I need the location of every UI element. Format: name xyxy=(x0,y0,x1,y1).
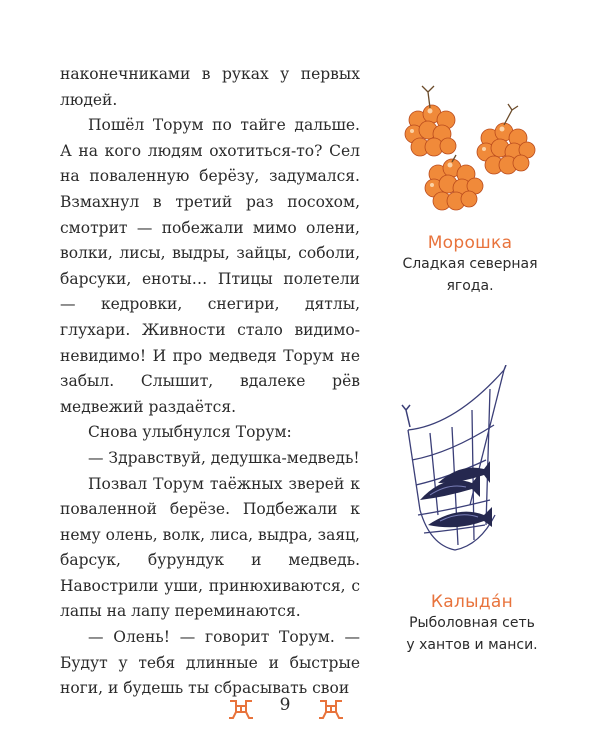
story-paragraph: — Олень! — говорит Торум. — Будут у тебя длинные и быстрые ноги, и будешь ты сбрасывать свои xyxy=(60,628,360,698)
ornament-icon xyxy=(228,697,254,721)
glossary-definition-line: Рыболовная сеть xyxy=(409,615,535,631)
glossary-term: Калыда́н xyxy=(430,592,514,612)
story-paragraph: Пошёл Торум по тайге дальше. А на кого людям охотиться-то? Сел на поваленную берёзу, задумался. Взмахнул в третий раз посохом, смотрит — побежали мимо олени, волки, лисы, выдры, зайцы, соболи, барсуки, еноты… Птицы полетели — кедровки, снегири, дятлы, глухари. Живности стало видимо-невидимо! И про медведя Торум не забыл. Слышит, вдалеке рёв медвежий раздаётся. xyxy=(60,116,360,416)
ornament-icon xyxy=(318,697,344,721)
page-footer xyxy=(0,695,600,725)
glossary-entry-kalydan xyxy=(392,592,552,656)
fishing-net-illustration xyxy=(400,365,510,585)
story-paragraph: Снова улыбнулся Торум: xyxy=(88,423,292,442)
cloudberry-illustration xyxy=(400,80,550,220)
glossary-definition-line: Сладкая северная xyxy=(402,256,538,272)
glossary-term: Морошка xyxy=(427,233,513,253)
story-paragraph: Позвал Торум таёжных зверей к поваленной берёзе. Подбежали к нему олень, волк, лиса, выдра, заяц, барсук, бурундук и медведь. Навострили уши, принюхиваются, с лапы на лапу переминаются. xyxy=(60,474,360,621)
glossary-entry-cloudberry xyxy=(395,233,545,297)
page-number: 9 xyxy=(279,695,291,715)
story-paragraph: наконечниками в руках у первых людей. xyxy=(60,65,360,109)
glossary-definition-line: у хантов и манси. xyxy=(406,637,538,653)
story-text xyxy=(60,62,360,702)
story-paragraph: — Здравствуй, дедушка-медведь! xyxy=(88,448,360,467)
glossary-definition-line: ягода. xyxy=(446,278,494,294)
